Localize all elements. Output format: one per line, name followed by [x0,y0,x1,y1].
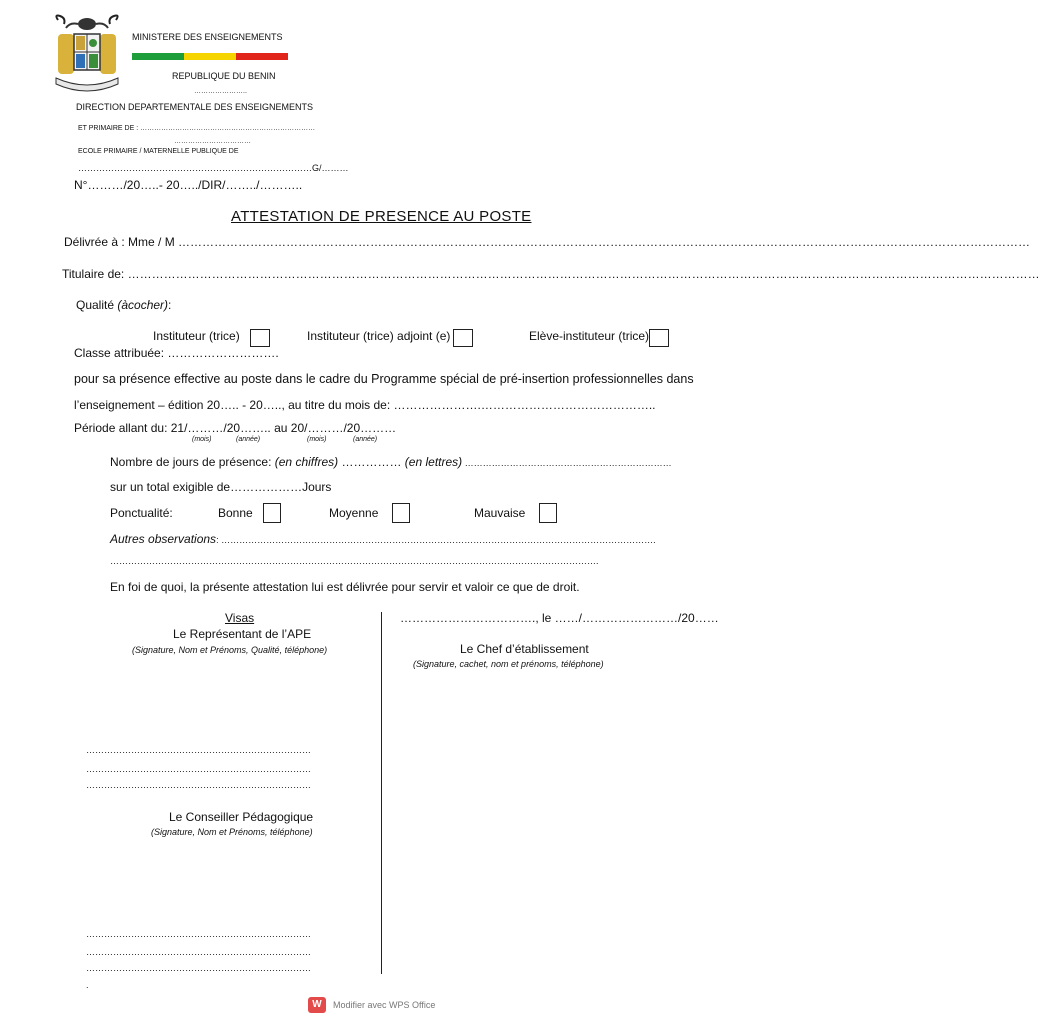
days-present-line: Nombre de jours de présence: (en chiffres) …………… (en lettres) …………………………………………………………… [110,455,672,469]
ape-dots-2: ………………………………………………………………… [86,764,311,774]
cp-hint: (Signature, Nom et Prénoms, téléphone) [151,827,313,837]
presence-text-line2: l’enseignement – édition 20….. - 20….., au titre du mois de: ………………….…………………………………….. [74,398,656,412]
class-assigned-line: Classe attribuée: ………………………. [74,346,279,360]
punctuality-moyenne: Moyenne [329,506,379,520]
quality-label: Qualité (àcocher): [76,298,172,312]
ape-dots-1: ………………………………………………………………… [86,745,311,755]
document-title: ATTESTATION DE PRESENCE AU POSTE [231,208,532,225]
holder-line: Titulaire de: ………………………………………………………………………………………………………………………………………………………………………………………………………… [62,267,1040,281]
direction-name: DIRECTION DEPARTEMENTALE DES ENSEIGNEMENTS [76,102,314,112]
quality-option-adjoint: Instituteur (trice) adjoint (e) [307,329,451,343]
ape-dots-3: ………………………………………………………………… [86,780,311,790]
quality-hint: (àcocher) [117,298,169,312]
checkbox-moyenne[interactable] [392,503,410,523]
visas-heading: Visas [225,611,255,625]
checkbox-mauvaise[interactable] [539,503,557,523]
final-dot: . [86,980,89,990]
cp-dots-3: ………………………………………………………………… [86,963,311,973]
other-observations-line2: ………………………………………………………………………………………………………………………………………………. [110,556,599,566]
period-month-1: (mois) [192,436,212,443]
period-year-1: (année) [236,436,261,443]
coat-of-arms-logo [52,14,122,94]
checkbox-bonne[interactable] [263,503,281,523]
primary-dots: …………………………… [174,138,251,145]
signature-divider [381,612,382,974]
punctuality-mauvaise: Mauvaise [474,506,526,520]
delivered-to-line: Délivrée à : Mme / M …………………………………………………………………………………………………………………………………………………………………………………………… [64,235,1031,249]
primary-line: ET PRIMAIRE DE : ………………………………………………………………… [78,125,316,132]
reference-number: N°………/20…..- 20…../DIR/……../……….. [74,178,303,192]
cp-dots-1: ………………………………………………………………… [86,929,311,939]
checkbox-instituteur[interactable] [250,329,270,347]
date-line: ……………………………., le ……/……………………/20…… [400,611,719,625]
period-line: Période allant du: 21/………/20…….. au 20/………/20……… [74,421,397,435]
cp-dots-2: ………………………………………………………………… [86,947,311,957]
conclusion-text: En foi de quoi, la présente attestation lui est délivrée pour servir et valoir ce que de droit. [110,580,580,594]
ape-hint: (Signature, Nom et Prénoms, Qualité, téléphone) [132,645,328,655]
wps-logo-icon: W [308,997,326,1013]
checkbox-eleve[interactable] [649,329,669,347]
republic-name: REPUBLIQUE DU BENIN [172,71,276,81]
punctuality-bonne: Bonne [218,506,253,520]
total-required-line: sur un total exigible de………………Jours [110,480,332,494]
checkbox-adjoint[interactable] [453,329,473,347]
punctuality-label: Ponctualité: [110,506,173,520]
presence-text-line1: pour sa présence effective au poste dans le cadre du Programme spécial de pré-insertion professionnelles dans [74,372,694,386]
period-month-2: (mois) [307,436,327,443]
chef-title: Le Chef d’établissement [460,642,589,656]
quality-option-eleve: Elève-instituteur (trice) [529,329,650,343]
school-type-line: ECOLE PRIMAIRE / MATERNELLE PUBLIQUE DE [78,148,239,155]
school-name-line: ……………………………………………………………………G/……… [78,163,349,173]
chef-hint: (Signature, cachet, nom et prénoms, téléphone) [413,659,604,669]
ape-title: Le Représentant de l’APE [173,627,312,641]
period-year-2: (année) [353,436,378,443]
quality-option-instituteur: Instituteur (trice) [153,329,240,343]
ministry-name: MINISTERE DES ENSEIGNEMENTS [132,32,283,42]
other-observations-line: Autres observations: ………………………………………………………………………………………………………………………………. [110,532,656,546]
national-flag-stripe [132,53,288,60]
republic-dots: ………………….. [194,88,247,95]
cp-title: Le Conseiller Pédagogique [169,810,314,824]
wps-footer-text[interactable]: Modifier avec WPS Office [333,1000,436,1010]
